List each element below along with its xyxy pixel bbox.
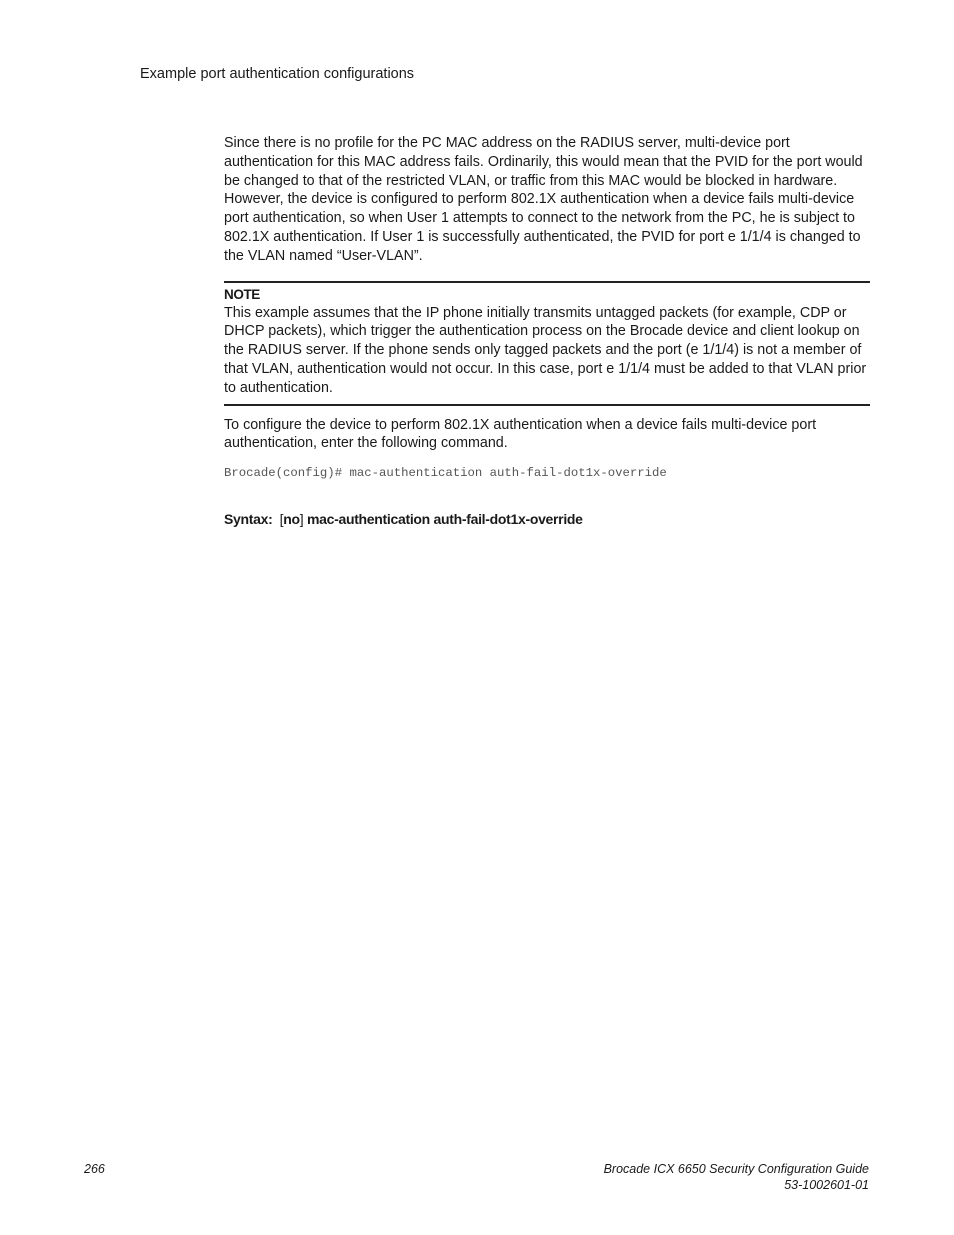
syntax-command: mac-authentication auth-fail-dot1x-override (306, 511, 583, 528)
footer-doc-title: Brocade ICX 6650 Security Configuration Guide (603, 1162, 869, 1176)
syntax-label: Syntax: (224, 511, 273, 528)
page-number: 266 (84, 1162, 105, 1176)
note-text: This example assumes that the IP phone initially transmits untagged packets (for example, CDP or DHCP packets), which trigger the authentication process on the Brocade device and client lookup on the RADIUS server. If the phone sends only tagged packets and the port (e 1/1/4) is not a member of that VLAN, authentication would not occur. In this case, port e 1/1/4 must be added to that VLAN prior to authentication. (224, 304, 867, 396)
footer-doc-number: 53-1002601-01 (784, 1178, 869, 1192)
main-content (224, 134, 870, 528)
syntax-open-bracket: [ (279, 511, 284, 528)
syntax-close-bracket: ] (299, 511, 304, 528)
syntax-line (224, 510, 870, 528)
footer-doc-info (604, 1161, 869, 1193)
syntax-keyword-no: no (283, 511, 300, 528)
running-header: Example port authentication configurations (140, 66, 415, 82)
code-example: Brocade(config)# mac-authentication auth-fail-dot1x-override (224, 466, 667, 481)
body-paragraph: Since there is no profile for the PC MAC address on the RADIUS server, multi-device port authentication for this MAC address fails. Ordinarily, this would mean that the PVID for the port would be changed to that of the restricted VLAN, or traffic from this MAC would be blocked in hardware. However, the device is configured to perform 802.1X authentication when a device fails multi-device port authentication, so when User 1 attempts to connect to the network from the PC, he is subject to 802.1X authentication. If User 1 is successfully authenticated, the PVID for port e 1/1/4 is changed to the VLAN named “User-VLAN”. (224, 135, 863, 264)
note-label: NOTE (224, 286, 260, 302)
note-box (224, 281, 870, 406)
body-paragraph-2: To configure the device to perform 802.1X authentication when a device fails multi-device port authentication, enter the following command. (224, 416, 817, 452)
